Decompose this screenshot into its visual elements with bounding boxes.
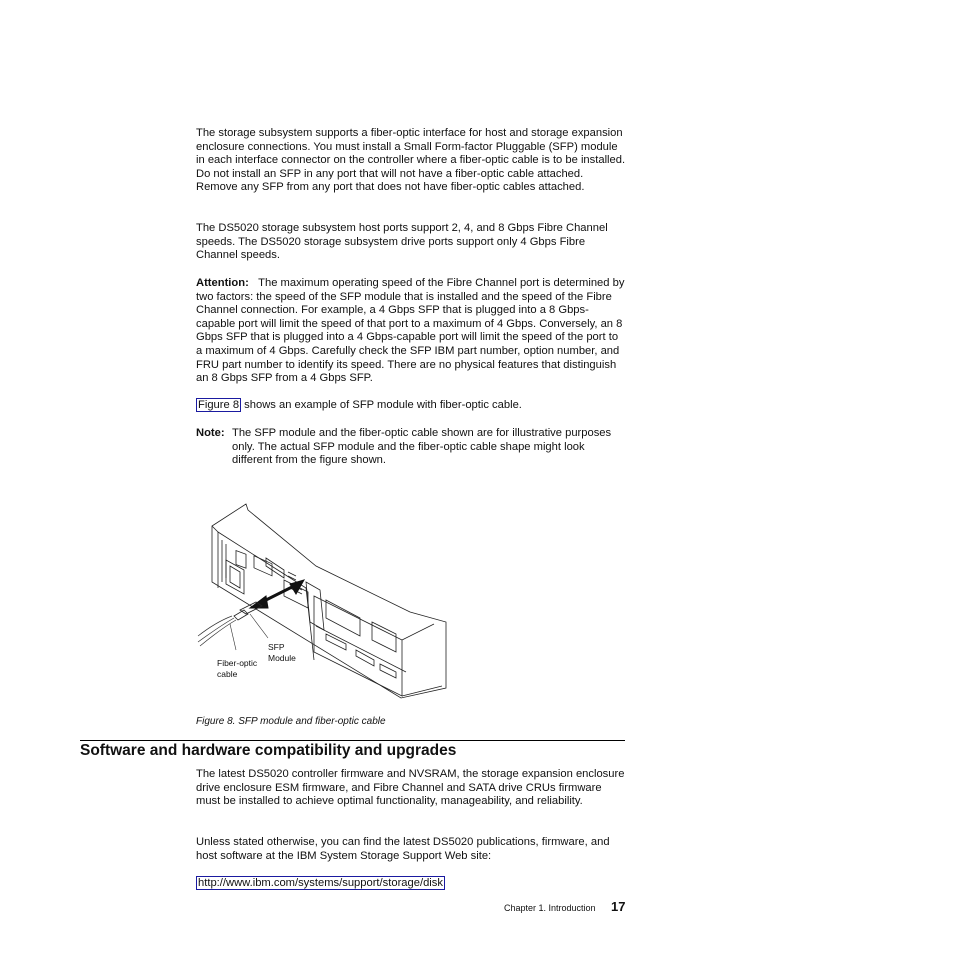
attention-text: The maximum operating speed of the Fibre Channel port is determined by two factors: the speed of the SFP module that is installed and the speed of the Fibre Channel connection. For example, a 4 Gbps SFP that is plugged into a 8 Gbps-capable port will limit the speed of that port to a maximum of 4 Gbps. Conversely, an 8 Gbps SFP that is plugged into a 4 Gbps-capable port will limit the speed of the port to a maximum of 4 Gbps. Carefully check the SFP IBM part number, option number, and FRU part number to identify its speed. There are no physical features that distinguish an 8 Gbps SFP from a 4 Gbps SFP. [196,277,625,385]
attention-label: Attention: [196,277,249,289]
attention-paragraph [196,277,626,386]
support-url-link[interactable]: http://www.ibm.com/systems/support/storage/disk [198,877,443,889]
fiber-optic-cable-icon [198,616,236,646]
section-paragraph-2: Unless stated otherwise, you can find the latest DS5020 publications, firmware, and host software at the IBM System Storage Support Web site: [196,836,610,862]
note-text: The SFP module and the fiber-optic cable shown are for illustrative purposes only. The actual SFP module and the fiber-optic cable shape might look different from the figure shown. [232,427,612,467]
section-heading: Software and hardware compatibility and upgrades [80,742,457,759]
support-url-paragraph [196,877,626,891]
sfp-illustration [196,500,450,700]
page-number: 17 [611,899,626,914]
label-sfp: SFP [268,642,285,652]
label-cable: cable [217,669,238,679]
intro-paragraph-1: The storage subsystem supports a fiber-optic interface for host and storage expansion enclosure connections. You must install a Small Form-factor Pluggable (SFP) module in each interface connector on the controller where a fiber-optic cable is to be installed. Do not install an SFP in any port that will not have a fiber-optic cable attached. Remove any SFP from any port that does not have fiber-optic cables attached. [196,127,626,194]
section-paragraph-1: The latest DS5020 controller firmware and NVSRAM, the storage expansion enclosure drive enclosure ESM firmware, and Fibre Channel and SATA drive CRUs firmware must be installed to achieve optimal functionality, manageability, and reliability. [196,768,625,808]
label-module: Module [268,653,296,663]
note-label: Note: [196,427,225,439]
intro-paragraph-2: The DS5020 storage subsystem host ports support 2, 4, and 8 Gbps Fibre Channel speeds. The DS5020 storage subsystem drive ports support only 4 Gbps Fibre Channel speeds. [196,222,608,262]
footer-chapter: Chapter 1. Introduction [504,903,596,913]
figure-caption: Figure 8. SFP module and fiber-optic cable [196,716,386,727]
figure-8-link[interactable]: Figure 8 [198,399,240,411]
label-fiber-optic: Fiber-optic [217,658,258,668]
figure-reference-text: shows an example of SFP module with fiber-optic cable. [241,399,522,411]
figure-reference-paragraph [196,399,626,413]
section-divider [80,740,625,741]
sfp-figure [196,500,450,700]
chassis-outline [212,504,446,698]
